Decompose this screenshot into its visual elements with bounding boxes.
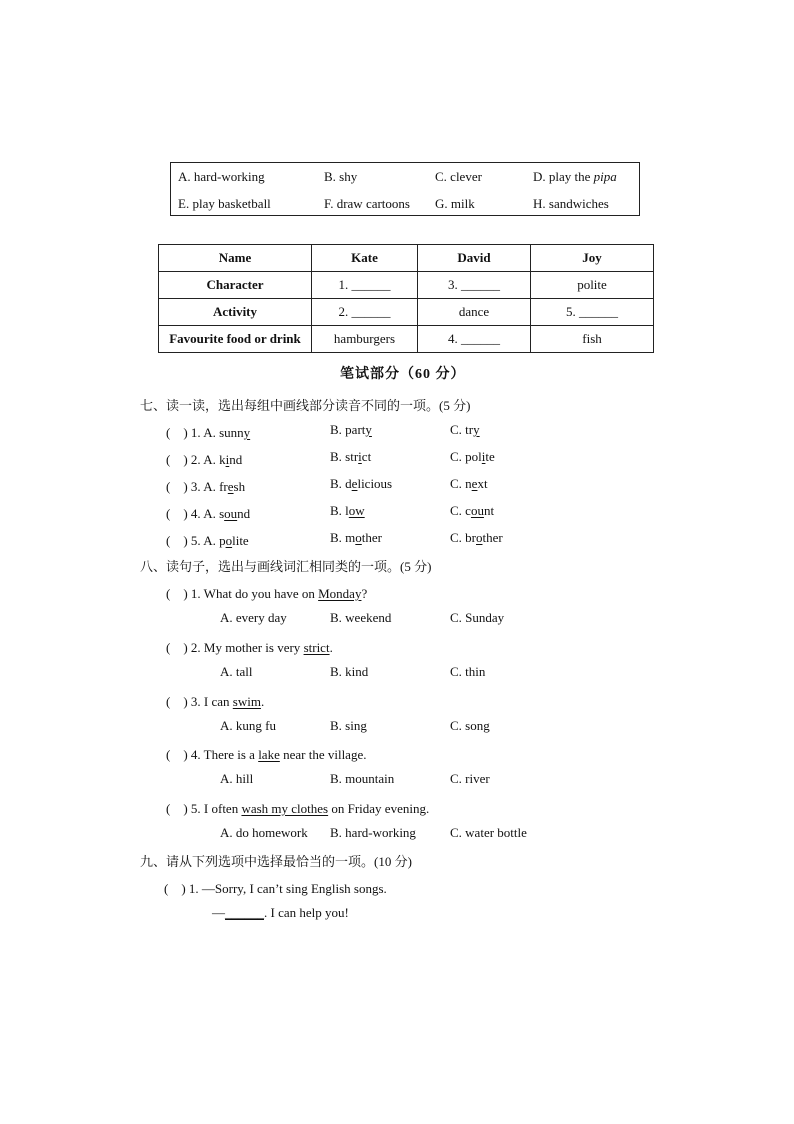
s8-question3: ( ) 3. I can swim. (166, 694, 265, 709)
s7-item5-c: C. brother (450, 530, 503, 545)
answer-blank: ______ (225, 905, 264, 920)
table-cell: dance (418, 299, 531, 326)
row-label: Activity (159, 299, 312, 326)
table-row (159, 299, 654, 326)
option-b: B. shy (324, 169, 358, 184)
option-a: A. hard-working (178, 169, 265, 184)
table-row (159, 326, 654, 353)
s8-q1-option-c: C. Sunday (450, 610, 505, 625)
s7-item5-a: ( ) 5. A. polite (166, 533, 249, 548)
section9-title: 九、请从下列选项中选择最恰当的一项。(10 分) (140, 854, 412, 869)
option-f: F. draw cartoons (324, 196, 410, 211)
table-cell: 1. ______ (312, 272, 418, 299)
option-c: C. clever (435, 169, 482, 184)
s8-q2-option-c: C. thin (450, 664, 486, 679)
option-g: G. milk (435, 196, 475, 211)
header-kate: Kate (312, 245, 418, 272)
s8-q5-option-c: C. water bottle (450, 825, 527, 840)
s7-item5-b: B. mother (330, 530, 383, 545)
option-h: H. sandwiches (533, 196, 609, 211)
table-cell: polite (531, 272, 654, 299)
s7-item2-a: ( ) 2. A. kind (166, 452, 243, 467)
s8-q2-option-b: B. kind (330, 664, 369, 679)
table-cell: 4. ______ (418, 326, 531, 353)
s8-q1-option-b: B. weekend (330, 610, 392, 625)
s7-item4-a: ( ) 4. A. sound (166, 506, 251, 521)
option-e: E. play basketball (178, 196, 271, 211)
header-david: David (418, 245, 531, 272)
section8-title: 八、读句子，选出与画线词汇相同类的一项。(5 分) (140, 559, 432, 574)
s7-item2-c: C. polite (450, 449, 495, 464)
s8-question1: ( ) 1. What do you have on Monday? (166, 586, 368, 601)
s7-item3-b: B. delicious (330, 476, 393, 491)
s8-q4-option-c: C. river (450, 771, 490, 786)
table-cell: fish (531, 326, 654, 353)
s8-q4-option-a: A. hill (220, 771, 254, 786)
s7-item3-a: ( ) 3. A. fresh (166, 479, 246, 494)
table-cell: 5. ______ (531, 299, 654, 326)
table-cell: 2. ______ (312, 299, 418, 326)
option-d: D. play the pipa (533, 169, 617, 184)
row-label: Character (159, 272, 312, 299)
written-section-heading: 笔试部分（60 分） (340, 367, 466, 382)
s7-item3-c: C. next (450, 476, 488, 491)
s7-item4-c: C. count (450, 503, 495, 518)
s7-item4-b: B. low (330, 503, 365, 518)
character-table (158, 244, 654, 353)
table-cell: 3. ______ (418, 272, 531, 299)
s7-item1-b: B. party (330, 422, 372, 437)
s7-item1-a: ( ) 1. A. sunny (166, 425, 251, 440)
s9-question1-line1: ( ) 1. —Sorry, I can’t sing English songs. (164, 881, 387, 896)
table-cell: hamburgers (312, 326, 418, 353)
word-option-box (170, 162, 640, 216)
s8-q3-option-b: B. sing (330, 718, 367, 733)
s7-item1-c: C. try (450, 422, 480, 437)
s8-question5: ( ) 5. I often wash my clothes on Friday evening. (166, 801, 430, 816)
s8-question4: ( ) 4. There is a lake near the village. (166, 747, 367, 762)
s8-q5-option-b: B. hard-working (330, 825, 416, 840)
s8-q1-option-a: A. every day (220, 610, 287, 625)
row-label: Favourite food or drink (159, 326, 312, 353)
section7-title: 七、读一读，选出每组中画线部分读音不同的一项。(5 分) (140, 398, 471, 413)
table-row (159, 272, 654, 299)
s8-q4-option-b: B. mountain (330, 771, 395, 786)
header-name: Name (159, 245, 312, 272)
s8-q2-option-a: A. tall (220, 664, 253, 679)
s8-question2: ( ) 2. My mother is very strict. (166, 640, 333, 655)
table-header-row (159, 245, 654, 272)
header-joy: Joy (531, 245, 654, 272)
s8-q3-option-a: A. kung fu (220, 718, 276, 733)
s8-q3-option-c: C. song (450, 718, 490, 733)
s8-q5-option-a: A. do homework (220, 825, 308, 840)
s9-question1-line2: —______. I can help you! (212, 905, 349, 920)
s7-item2-b: B. strict (330, 449, 372, 464)
